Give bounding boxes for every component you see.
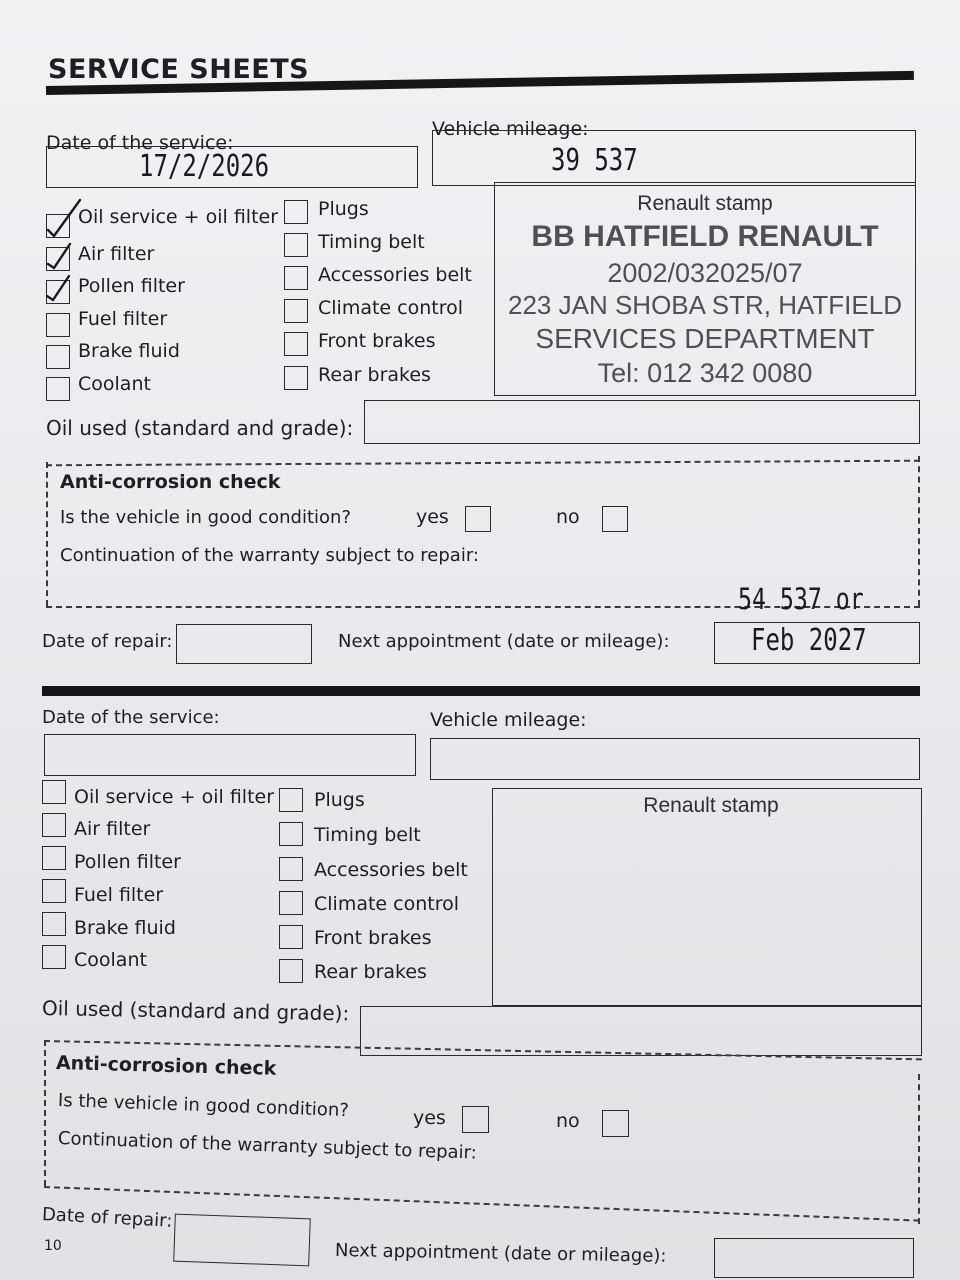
vehicle-mileage-label: Vehicle mileage:: [432, 118, 589, 140]
renault-stamp-label: Renault stamp: [637, 192, 773, 215]
rear-brakes-checkbox[interactable]: [284, 366, 308, 390]
air-filter-checkbox-2[interactable]: [42, 813, 66, 837]
rear-brakes-checkbox-2[interactable]: [279, 959, 303, 983]
plugs-checkbox-2[interactable]: [279, 788, 303, 812]
date-of-service-field-2[interactable]: [44, 734, 416, 776]
yes-label-2: yes: [413, 1107, 446, 1129]
timing-belt-label: Timing belt: [318, 231, 425, 253]
timing-belt-checkbox[interactable]: [284, 233, 308, 257]
next-appointment-field[interactable]: [714, 622, 920, 664]
oil-service-checkbox-2[interactable]: [42, 780, 66, 804]
next-appointment-handwritten-mileage: 54 537 or: [738, 582, 864, 616]
anticorrosion-border-top: [46, 460, 920, 467]
anticorrosion-title: Anti-corrosion check: [60, 471, 281, 493]
front-brakes-label: Front brakes: [318, 330, 436, 352]
fuel-filter-checkbox[interactable]: [46, 313, 70, 337]
climate-control-checkbox[interactable]: [284, 299, 308, 323]
date-of-repair-label-2: Date of repair:: [41, 1204, 173, 1232]
warranty-label-2: Continuation of the warranty subject to repair:: [57, 1128, 478, 1164]
oil-service-label-2: Oil service + oil filter: [74, 786, 275, 808]
pollen-filter-label-2: Pollen filter: [74, 851, 181, 873]
anticorrosion-title-2: Anti-corrosion check: [55, 1052, 277, 1080]
anticorrosion-border-right: [918, 456, 920, 606]
anticorrosion-border-left: [46, 462, 48, 606]
page-number: 10: [44, 1238, 62, 1254]
climate-control-checkbox-2[interactable]: [279, 891, 303, 915]
date-of-repair-label: Date of repair:: [42, 631, 173, 652]
coolant-label: Coolant: [78, 373, 151, 395]
accessories-belt-checkbox[interactable]: [284, 266, 308, 290]
next-appointment-handwritten-date: Feb 2027: [751, 623, 867, 658]
rear-brakes-label-2: Rear brakes: [314, 961, 427, 983]
yes-checkbox[interactable]: [465, 506, 491, 532]
air-filter-label-2: Air filter: [74, 818, 151, 840]
stamp-registration: 2002/032025/07: [607, 258, 803, 288]
vehicle-mileage-field[interactable]: [432, 130, 916, 186]
date-of-service-value: 17/2/2026: [139, 149, 270, 184]
air-filter-label: Air filter: [78, 243, 155, 265]
anticorrosion-border-left-2: [44, 1040, 46, 1186]
brake-fluid-label-2: Brake fluid: [74, 917, 176, 939]
front-brakes-checkbox-2[interactable]: [279, 925, 303, 949]
front-brakes-checkbox[interactable]: [284, 332, 308, 356]
condition-question-2: Is the vehicle in good condition?: [57, 1090, 350, 1122]
renault-stamp-box-2: [492, 788, 922, 1006]
front-brakes-label-2: Front brakes: [314, 927, 432, 949]
renault-stamp-label-2: Renault stamp: [643, 794, 779, 817]
yes-checkbox-2[interactable]: [462, 1106, 489, 1133]
date-of-repair-field-2[interactable]: [173, 1214, 311, 1267]
timing-belt-checkbox-2[interactable]: [279, 822, 303, 846]
timing-belt-label-2: Timing belt: [314, 824, 421, 846]
climate-control-label: Climate control: [318, 297, 464, 319]
no-label: no: [556, 506, 580, 528]
vehicle-mileage-label-2: Vehicle mileage:: [430, 709, 587, 731]
warranty-label: Continuation of the warranty subject to repair:: [60, 545, 479, 566]
oil-service-label: Oil service + oil filter: [78, 206, 279, 228]
stamp-address: 223 JAN SHOBA STR, HATFIELD: [508, 290, 902, 320]
fuel-filter-label: Fuel filter: [78, 308, 168, 330]
pollen-filter-label: Pollen filter: [78, 275, 185, 297]
no-checkbox-2[interactable]: [602, 1110, 629, 1137]
fuel-filter-label-2: Fuel filter: [74, 884, 164, 906]
oil-used-label-2: Oil used (standard and grade):: [41, 996, 350, 1026]
date-of-repair-field[interactable]: [176, 624, 312, 664]
fuel-filter-checkbox-2[interactable]: [42, 879, 66, 903]
pollen-filter-checkbox-2[interactable]: [42, 846, 66, 870]
date-of-service-label: Date of the service:: [46, 132, 234, 154]
no-label-2: no: [556, 1110, 580, 1132]
oil-used-field[interactable]: [364, 400, 920, 444]
coolant-label-2: Coolant: [74, 949, 147, 971]
brake-fluid-checkbox-2[interactable]: [42, 912, 66, 936]
stamp-department: SERVICES DEPARTMENT: [535, 323, 875, 354]
oil-used-label: Oil used (standard and grade):: [46, 416, 354, 440]
handwritten-checkmarks: [40, 196, 92, 308]
no-checkbox[interactable]: [602, 506, 628, 532]
rear-brakes-label: Rear brakes: [318, 364, 431, 386]
page-heading: SERVICE SHEETS: [48, 54, 310, 85]
accessories-belt-checkbox-2[interactable]: [279, 857, 303, 881]
plugs-label: Plugs: [318, 198, 369, 220]
condition-question: Is the vehicle in good condition?: [60, 507, 352, 528]
stamp-dealer-name: BB HATFIELD RENAULT: [531, 220, 879, 253]
brake-fluid-label: Brake fluid: [78, 340, 180, 362]
plugs-checkbox[interactable]: [284, 200, 308, 224]
climate-control-label-2: Climate control: [314, 893, 460, 915]
sheet-divider-rule: [42, 686, 920, 696]
vehicle-mileage-value: 39 537: [551, 143, 638, 178]
coolant-checkbox-2[interactable]: [42, 945, 66, 969]
coolant-checkbox[interactable]: [46, 377, 70, 401]
accessories-belt-label: Accessories belt: [318, 264, 472, 286]
vehicle-mileage-field-2[interactable]: [430, 738, 920, 780]
yes-label: yes: [416, 506, 449, 528]
next-appointment-field-2[interactable]: [714, 1238, 914, 1278]
date-of-service-label-2: Date of the service:: [42, 707, 220, 728]
stamp-telephone: Tel: 012 342 0080: [597, 358, 813, 388]
plugs-label-2: Plugs: [314, 789, 365, 811]
brake-fluid-checkbox[interactable]: [46, 345, 70, 369]
accessories-belt-label-2: Accessories belt: [314, 859, 468, 881]
anticorrosion-border-right-2: [918, 1074, 920, 1224]
next-appointment-label: Next appointment (date or mileage):: [338, 631, 670, 652]
date-of-service-field[interactable]: [46, 146, 418, 188]
next-appointment-label-2: Next appointment (date or mileage):: [334, 1240, 667, 1267]
